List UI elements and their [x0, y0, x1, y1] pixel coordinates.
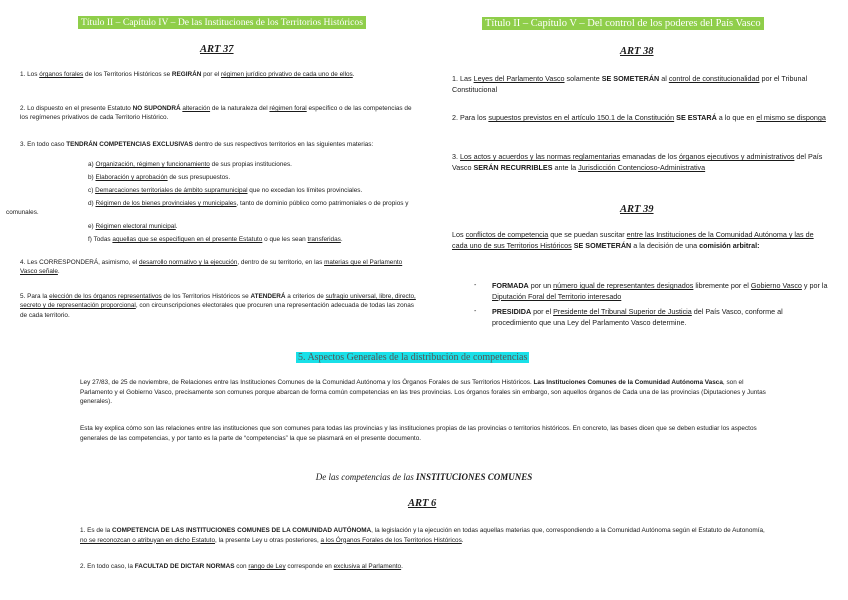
list-item: a) Organización, régimen y funcionamiento de sus propias instituciones.	[88, 161, 292, 168]
left-title: Título II – Capítulo IV – De las Instituciones de los Territorios Históricos	[78, 16, 366, 29]
art39-p1: Los conflictos de competencia que se puedan suscitar entre las Instituciones de la Comunidad Autónoma y las de cada uno de sus Territorios Históricos SE SOMETERÁN a la decisión de una comisión arbitral:	[452, 230, 814, 250]
art6-p1: 1. Es de la COMPETENCIA DE LAS INSTITUCIONES COMUNES DE LA COMUNIDAD AUTÓNOMA, la legislación y la ejecución en todas aquellas materias que, correspondiendo a la Comunidad Autónoma según el Estatuto de Autonomía, no se reconozcan o atribuyan en dicho Estatuto, la presente Ley u otras posteriores, a los Órganos Forales de los Territorios Históricos.	[80, 527, 765, 544]
art38-p3: 3. Los actos y acuerdos y las normas reglamentarias emanadas de los órganos ejecutivos y administrativos del País Vasco SERÁN RECURRIBLES ante la Jurisdicción Contencioso-Administrativa	[452, 152, 823, 172]
art39-bullet-2: PRESIDIDA por el Presidente del Tribunal Superior de Justicia del País Vasco, conforme al procedimiento que una Ley del Parlamento Vasco determine.	[492, 307, 783, 327]
art6-p2: 2. En todo caso, la FACULTAD DE DICTAR NORMAS con rango de Ley corresponde en exclusiva al Parlamento.	[80, 563, 403, 570]
art38-p2: 2. Para los supuestos previstos en el artículo 150.1 de la Constitución SE ESTARÁ a lo que en el mismo se disponga	[452, 113, 826, 122]
art-37-heading: ART 37	[200, 44, 234, 55]
art-38-heading: ART 38	[620, 46, 654, 57]
list-item: f) Todas aquellas que se especifiquen en el presente Estatuto o que les sean transferidas.	[88, 236, 343, 243]
bullet-icon: -	[474, 308, 477, 315]
art37-p4: 4. Les CORRESPONDERÁ, asimismo, el desarrollo normativo y la ejecución, dentro de su territorio, en las materias que el Parlamento Vasco señale.	[20, 259, 403, 276]
bottom-p2: Esta ley explica cómo son las relaciones entre las instituciones que son comunes para todas las provincias y las instituciones propias de las provincias o territorios históricos. En concreto, las bases dicen que se deben estudiar los aspectos generales de las competencias, y por tanto es la parte de “competencias” la que se plasmará en el presente documento.	[80, 425, 757, 442]
list-item: b) Elaboración y aprobación de sus presupuestos.	[88, 174, 231, 181]
art-6-heading: ART 6	[408, 498, 437, 509]
bottom-p1: Ley 27/83, de 25 de noviembre, de Relaciones entre las Instituciones Comunes de la Comunidad Autónoma y los Órganos Forales de sus Territorios Históricos. Las Instituciones Comunes de la Comunidad Autónoma Vasca, son el Parlamento y el Gobierno Vasco, precisamente son comunes porque abarcan de forma común competencias en las tres provincias. Los órganos forales sin embargo, son aquellos órganos de Cada una de las provincias (Diputaciones y Juntas generales).	[80, 379, 766, 406]
right-title: Título II – Capítulo V – Del control de los poderes del País Vasco	[482, 17, 764, 30]
list-item: c) Demarcaciones territoriales de ámbito supramunicipal que no excedan los límites provinciales.	[88, 187, 363, 194]
list-item: e) Régimen electoral municipal.	[88, 223, 178, 230]
list-item: d) Régimen de los bienes provinciales y municipales, tanto de dominio público como patrimoniales o de propios y comunales.	[6, 200, 409, 217]
art37-p1: 1. Los órganos forales de los Territorios Históricos se REGIRÁN por el régimen jurídico privativo de cada uno de ellos.	[20, 71, 355, 78]
art38-p1: 1. Las Leyes del Parlamento Vasco solamente SE SOMETERÁN al control de constitucionalidad por el Tribunal Constitucional	[452, 74, 808, 94]
art37-p5: 5. Para la elección de los órganos representativos de los Territorios Históricos se ATENDERÁ a criterios de sufragio universal, libre, directo, secreto y de representación proporcional, con circunscripciones electorales que procuren una representación adecuada de todas las zonas de cada territorio.	[20, 293, 416, 319]
art-39-heading: ART 39	[620, 204, 654, 215]
art37-p3: 3. En todo caso TENDRÁN COMPETENCIAS EXCLUSIVAS dentro de sus respectivos territorios en las siguientes materias:	[20, 141, 374, 148]
art37-p2: 2. Lo dispuesto en el presente Estatuto NO SUPONDRÁ alteración de la naturaleza del régimen foral específico o de las competencias de los regímenes privativos de cada Territorio Histórico.	[20, 105, 412, 122]
subheading: De las competencias de las INSTITUCIONES COMUNES	[315, 472, 533, 482]
bullet-icon: -	[474, 282, 477, 289]
section-heading: 5. Aspectos Generales de la distribución de competencias	[298, 352, 528, 363]
art39-bullet-1: FORMADA por un número igual de representantes designados libremente por el Gobierno Vasco y por la Diputación Foral del Territorio interesado	[492, 281, 828, 301]
